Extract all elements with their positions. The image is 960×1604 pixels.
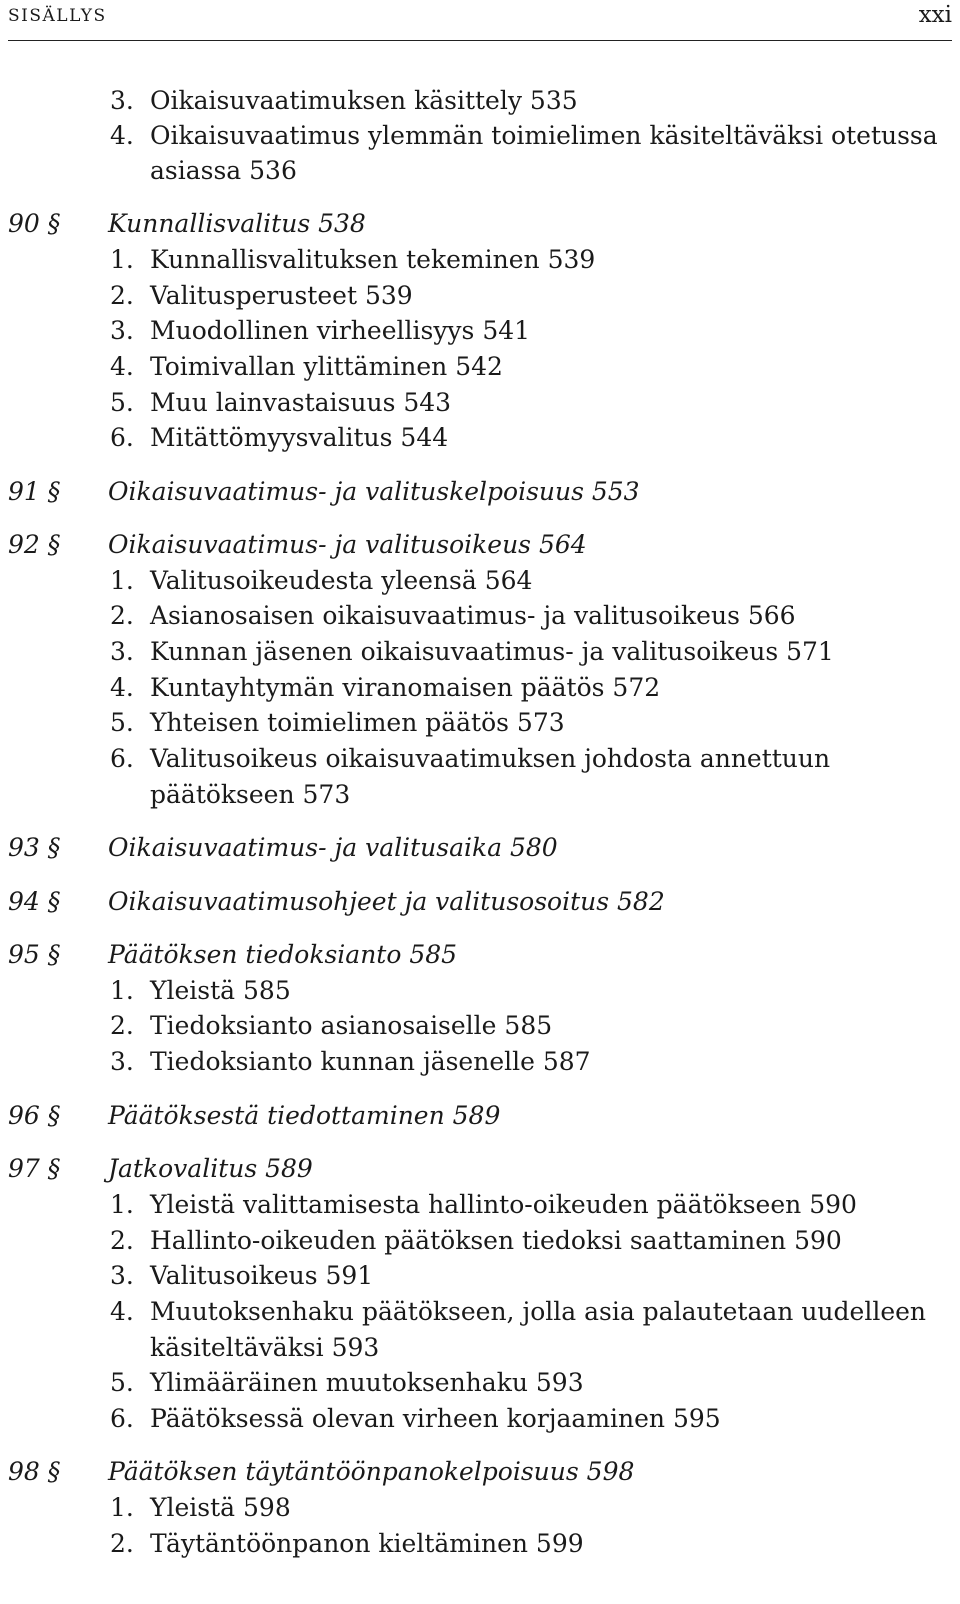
toc-subsection <box>110 566 532 595</box>
toc-subsection <box>110 1493 291 1522</box>
subsection-number: 2. <box>110 1011 134 1040</box>
subsection-number: 5. <box>110 388 134 417</box>
subsection-title: Kunnan jäsenen oikaisuvaatimus- ja valitusoikeus 571 <box>150 637 834 666</box>
subsection-number: 1. <box>110 1190 134 1219</box>
toc-section <box>8 530 587 559</box>
toc-subsection <box>110 245 595 274</box>
running-header <box>8 0 952 41</box>
subsection-title: Kunnallisvalituksen tekeminen 539 <box>150 245 596 274</box>
toc-continuation <box>150 156 297 185</box>
subsection-number: 6. <box>110 1404 134 1433</box>
section-number: 95 § <box>8 940 61 969</box>
toc-section <box>8 940 457 969</box>
subsection-title: Tiedoksianto kunnan jäsenelle 587 <box>150 1047 591 1076</box>
subsection-number: 3. <box>110 637 134 666</box>
toc-continuation <box>150 780 350 809</box>
continuation-text: käsiteltäväksi 593 <box>150 1333 380 1362</box>
subsection-number: 4. <box>110 673 134 702</box>
subsection-number: 1. <box>110 566 134 595</box>
section-number: 91 § <box>8 477 61 506</box>
toc-subsection <box>110 1529 584 1558</box>
toc-subsection <box>110 352 503 381</box>
subsection-number: 4. <box>110 352 134 381</box>
toc-subsection <box>110 86 578 115</box>
subsection-title: Hallinto-oikeuden päätöksen tiedoksi saattaminen 590 <box>150 1226 842 1255</box>
toc-section <box>8 1101 500 1130</box>
toc-subsection <box>110 1261 373 1290</box>
subsection-title: Kuntayhtymän viranomaisen päätös 572 <box>150 673 661 702</box>
subsection-number: 2. <box>110 601 134 630</box>
subsection-title: Muutoksenhaku päätökseen, jolla asia palautetaan uudelleen <box>150 1297 927 1326</box>
toc-subsection <box>110 708 565 737</box>
toc-subsection <box>110 1404 721 1433</box>
section-number: 96 § <box>8 1101 61 1130</box>
subsection-title: Päätöksessä olevan virheen korjaaminen 595 <box>150 1404 721 1433</box>
section-number: 98 § <box>8 1457 61 1486</box>
subsection-title: Asianosaisen oikaisuvaatimus- ja valitusoikeus 566 <box>150 601 796 630</box>
toc-subsection <box>110 316 530 345</box>
toc-section <box>8 1154 313 1183</box>
subsection-number: 6. <box>110 744 134 773</box>
subsection-number: 2. <box>110 281 134 310</box>
subsection-title: Yleistä 598 <box>150 1493 291 1522</box>
subsection-title: Mitättömyysvalitus 544 <box>150 423 449 452</box>
subsection-number: 4. <box>110 1297 134 1326</box>
toc-subsection <box>110 744 830 773</box>
subsection-number: 3. <box>110 86 134 115</box>
toc-subsection <box>110 1368 584 1397</box>
toc-subsection <box>110 1011 552 1040</box>
subsection-title: Valitusoikeus oikaisuvaatimuksen johdosta annettuun <box>150 744 831 773</box>
toc-subsection <box>110 637 834 666</box>
toc-subsection <box>110 121 938 150</box>
toc-subsection <box>110 976 291 1005</box>
toc-subsection <box>110 1190 857 1219</box>
subsection-title: Valitusoikeudesta yleensä 564 <box>150 566 533 595</box>
section-title: Päätöksestä tiedottaminen 589 <box>108 1101 501 1130</box>
section-title: Oikaisuvaatimusohjeet ja valitusosoitus 582 <box>108 887 665 916</box>
section-title: Oikaisuvaatimus- ja valituskelpoisuus 553 <box>108 477 640 506</box>
section-title: Oikaisuvaatimus- ja valitusaika 580 <box>108 833 558 862</box>
toc-subsection <box>110 601 796 630</box>
toc-section <box>8 833 558 862</box>
subsection-title: Oikaisuvaatimuksen käsittely 535 <box>150 86 578 115</box>
subsection-number: 1. <box>110 245 134 274</box>
subsection-title: Muu lainvastaisuus 543 <box>150 388 452 417</box>
subsection-number: 1. <box>110 1493 134 1522</box>
subsection-title: Oikaisuvaatimus ylemmän toimielimen käsiteltäväksi otetussa <box>150 121 938 150</box>
subsection-number: 3. <box>110 1047 134 1076</box>
section-title: Kunnallisvalitus 538 <box>108 209 366 238</box>
subsection-number: 3. <box>110 1261 134 1290</box>
toc-subsection <box>110 673 660 702</box>
toc-section <box>8 209 366 238</box>
toc-section <box>8 887 665 916</box>
subsection-title: Yleistä 585 <box>150 976 291 1005</box>
toc-subsection <box>110 1047 591 1076</box>
section-label: SISÄLLYS <box>8 6 107 26</box>
subsection-title: Valitusoikeus 591 <box>150 1261 374 1290</box>
toc-subsection <box>110 281 413 310</box>
section-number: 90 § <box>8 209 61 238</box>
toc-subsection <box>110 1226 842 1255</box>
subsection-number: 2. <box>110 1529 134 1558</box>
subsection-number: 4. <box>110 121 134 150</box>
section-number: 93 § <box>8 833 61 862</box>
section-number: 97 § <box>8 1154 61 1183</box>
subsection-title: Toimivallan ylittäminen 542 <box>150 352 503 381</box>
subsection-number: 5. <box>110 1368 134 1397</box>
subsection-number: 6. <box>110 423 134 452</box>
toc-continuation <box>150 1333 379 1362</box>
section-number: 94 § <box>8 887 61 916</box>
section-title: Päätöksen täytäntöönpanokelpoisuus 598 <box>108 1457 635 1486</box>
toc-subsection <box>110 423 448 452</box>
section-number: 92 § <box>8 530 61 559</box>
subsection-title: Tiedoksianto asianosaiselle 585 <box>150 1011 553 1040</box>
subsection-number: 1. <box>110 976 134 1005</box>
subsection-number: 5. <box>110 708 134 737</box>
toc-subsection <box>110 1297 926 1326</box>
subsection-title: Yhteisen toimielimen päätös 573 <box>150 708 565 737</box>
section-title: Oikaisuvaatimus- ja valitusoikeus 564 <box>108 530 587 559</box>
toc-subsection <box>110 388 451 417</box>
continuation-text: päätökseen 573 <box>150 780 351 809</box>
subsection-title: Ylimääräinen muutoksenhaku 593 <box>150 1368 584 1397</box>
toc-section <box>8 477 640 506</box>
continuation-text: asiassa 536 <box>150 156 297 185</box>
subsection-number: 3. <box>110 316 134 345</box>
section-title: Päätöksen tiedoksianto 585 <box>108 940 458 969</box>
page-number: xxi <box>918 2 952 28</box>
subsection-number: 2. <box>110 1226 134 1255</box>
subsection-title: Valitusperusteet 539 <box>150 281 413 310</box>
section-title: Jatkovalitus 589 <box>108 1154 313 1183</box>
subsection-title: Muodollinen virheellisyys 541 <box>150 316 531 345</box>
toc-section <box>8 1457 634 1486</box>
subsection-title: Yleistä valittamisesta hallinto-oikeuden päätökseen 590 <box>150 1190 857 1219</box>
subsection-title: Täytäntöönpanon kieltäminen 599 <box>150 1529 584 1558</box>
